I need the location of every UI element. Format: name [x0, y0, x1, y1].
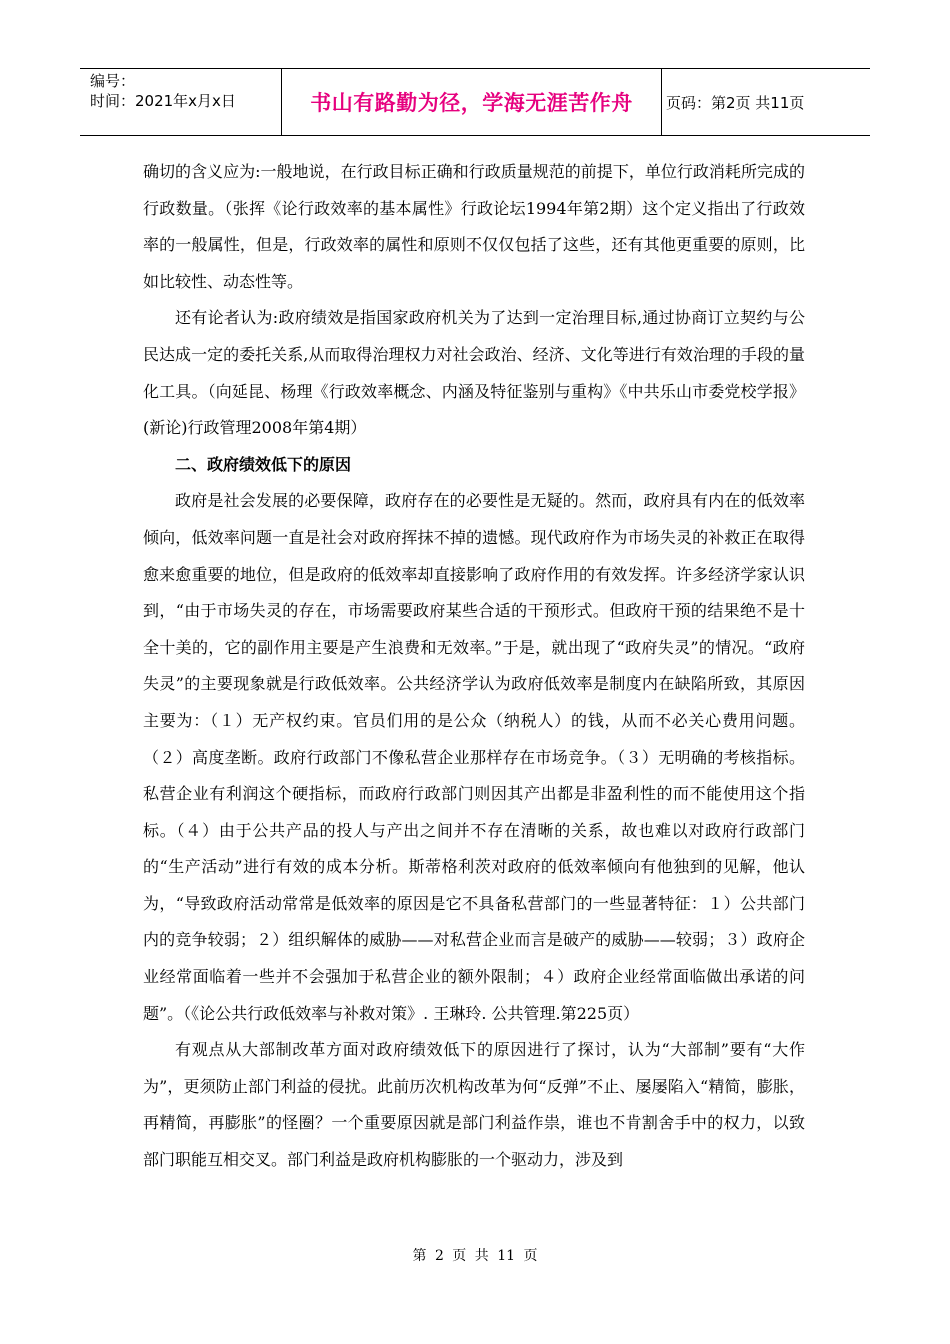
document-header: [80, 68, 870, 136]
header-page-cell: [662, 69, 870, 135]
header-left-cell: [80, 69, 282, 135]
document-body: [143, 154, 805, 1179]
page-footer: 第 2 页 共 11 页: [412, 1248, 538, 1264]
paragraph-4: 有观点从大部制改革方面对政府绩效低下的原因进行了探讨，认为“大部制”要有“大作为”，更须防止部门利益的侵扰。此前历次机构改革为何“反弹”不止、屡屡陷入“精简，膨胀，再精简，再膨胀”的怪圈？一个重要原因就是部门利益作祟，谁也不肯割舍手中的权力，以致部门职能互相交叉。部门利益是政府机构膨胀的一个驱动力，涉及到: [143, 1040, 805, 1170]
page-code: 页码：第2页 共11页: [666, 93, 805, 112]
section-heading: 二、政府绩效低下的原因: [175, 454, 352, 474]
paragraph-1: 确切的含义应为:一般地说，在行政目标正确和行政质量规范的前提下，单位行政消耗所完成的行政数量。（张挥《论行政效率的基本属性》行政论坛1994年第2期）这个定义指出了行政效率的一般属性，但是，行政效率的属性和原则不仅仅包括了这些，还有其他更重要的原则，比如比较性、动态性等。: [143, 162, 805, 291]
date-line: 时间：2021年x月x日: [90, 92, 236, 110]
motto-text: 书山有路勤为径，学海无涯苦作舟: [310, 91, 633, 115]
paragraph-3: 政府是社会发展的必要保障，政府存在的必要性是无疑的。然而，政府具有内在的低效率倾向，低效率问题一直是社会对政府挥抹不掉的遗憾。现代政府作为市场失灵的补救正在取得愈来愈重要的地位，但是政府的低效率却直接影响了政府作用的有效发挥。许多经济学家认识到，“由于市场失灵的存在，市场需要政府某些合适的干预形式。但政府干预的结果绝不是十全十美的，它的副作用主要是产生浪费和无效率。”于是，就出现了“政府失灵”的情况。“政府失灵”的主要现象就是行政低效率。公共经济学认为政府低效率是制度内在缺陷所致，其原因主要为：（１）无产权约束。官员们用的是公众（纳税人）的钱，从而不必关心费用问题。（２）高度垄断。政府行政部门不像私营企业那样存在市场竞争。（３）无明确的考核指标。私营企业有利润这个硬指标，而政府行政部门则因其产出都是非盈利性的而不能使用这个指标。（４）由于公共产品的投人与产出之间并不存在清晰的关系，故也难以对政府行政部门的“生产活动”进行有效的成本分析。斯蒂格利茨对政府的低效率倾向有他独到的见解，他认为，“导致政府活动常常是低效率的原因是它不具备私营部门的一些显著特征：１）公共部门内的竞争较弱；２）组织解体的威胁——对私营企业而言是破产的威胁——较弱；３）政府企业经常面临着一些并不会强加于私营企业的额外限制；４）政府企业经常面临做出承诺的问题”。（《论公共行政低效率与补救对策》. 王琳玲. 公共管理.第225页）: [143, 491, 805, 1023]
header-motto-cell: [282, 69, 662, 135]
doc-number-label: 编号：: [90, 72, 136, 90]
paragraph-2: 还有论者认为:政府绩效是指国家政府机关为了达到一定治理目标,通过协商订立契约与公民达成一定的委托关系,从而取得治理权力对社会政治、经济、文化等进行有效治理的手段的量化工具。（向延昆、杨理《行政效率概念、内涵及特征鉴别与重构》《中共乐山市委党校学报》(新论)行政管理2008年第4期）: [143, 308, 805, 438]
